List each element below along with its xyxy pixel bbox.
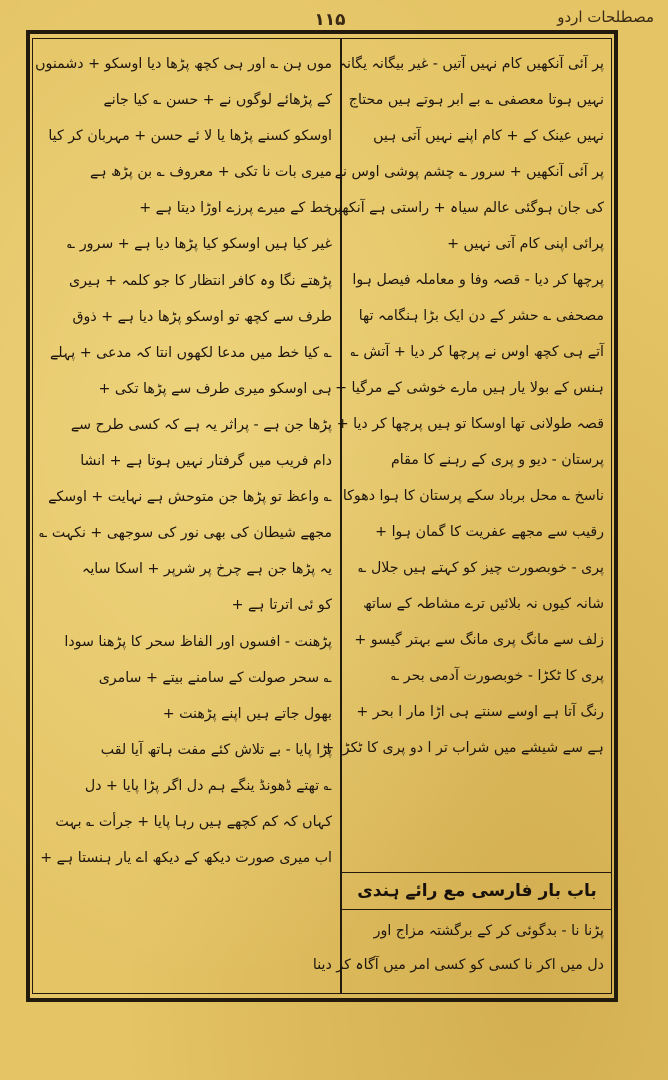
text-line: یہ پڑھا جن ہے چرخ پر شرپر + اسکا سایہ [82, 561, 332, 578]
text-line: کو ئی اترتا ہے + [231, 597, 332, 614]
text-line: پر آئی آنکھیں کام نہیں آتیں - غیر بیگانہ یگانہ [338, 56, 604, 72]
text-line: نہیں عینک کے + کام اپنے نہیں آتی ہیں [373, 128, 604, 144]
text-line: طرف سے کچھ تو اوسکو پڑھا دیا ہے + ذوق [72, 308, 332, 325]
text-line: زلف سے مانگ پری مانگ سے بہتر گیسو + [354, 632, 604, 648]
text-line: پری - خوبصورت چیز کو کہتے ہیں جلال ؎ [358, 560, 604, 576]
text-line: غیر کیا ہیں اوسکو کیا پڑھا دیا ہے + سرور ؎ [67, 236, 332, 253]
text-line: ہنس کے بولا یار ہیں مارے خوشی کے مرگیا + [335, 380, 604, 396]
text-line: پڑھا جن ہے - پراثر یہ ہے کہ کسی طرح سے [70, 416, 332, 433]
text-line: شانہ کیوں نہ بلائیں ترے مشاطہ کے ساتھ [363, 596, 604, 612]
text-line: پری کا ٹکڑا - خوبصورت آدمی بحر ؎ [390, 668, 604, 684]
text-line: پڑنا نا - بدگوئی کر کے برگشتہ مزاج اور [373, 923, 604, 939]
text-line: موں ہن ؎ اور ہی کچھ پڑھا دیا اوسکو + دشمنوں [35, 56, 332, 72]
text-line: پڑھتے نگا وہ کافر انتظار کا جو کلمہ + ہیری [69, 272, 332, 289]
text-line: آتے ہی کچھ اوس نے پرچھا کر دیا + آتش ؎ [350, 344, 604, 360]
text-line: ناسخ ؎ محل برباد سکے پرستان کا ہوا دھوکا [342, 488, 604, 504]
text-line: ہے سے شیشے میں شراب تر ا دو پری کا ٹکڑا + [322, 740, 604, 756]
text-line: ؎ کیا خط میں مدعا لکھوں انتا کہ مدعی + پہلے [49, 344, 332, 361]
text-line: خط کے میرے پرزے اوڑا دیتا ہے + [139, 200, 332, 217]
text-line: ؎ تھتے ڈھونڈ ینگے ہم دل اگر پڑا پایا + دل [84, 777, 332, 794]
text-line: ہی اوسکو میری طرف سے پڑھا تکی + [98, 380, 332, 397]
text-line: کے پڑھائے لوگوں نے + حسن ؎ کیا جانے [103, 92, 332, 109]
right-column-bottom [312, 914, 604, 982]
text-line: پرستان - دیو و پری کے رہنے کا مقام [391, 452, 604, 468]
text-line: نہیں ہوتا معصفی ؎ بے ابر ہوتے ہیں محتاج [348, 92, 604, 108]
text-line: قصہ طولانی تھا اوسکا تو ہیں پرچھا کر دیا + [336, 416, 604, 432]
book-title: مصطلحات اردو [557, 8, 654, 26]
text-line: ؎ واعظ تو پڑھا جن متوحش ہے نہایت + اوسکے [48, 489, 332, 506]
text-line: پرچھا کر دیا - قصہ وفا و معاملہ فیصل ہوا [352, 272, 604, 288]
text-line: اب میری صورت دیکھ کے دیکھ اے یار ہنستا ہے + [40, 850, 332, 867]
text-line: میری بات نا تکی + معروف ؎ بن پڑھ ہے [90, 164, 332, 181]
page-number: ۱۱۵ [314, 10, 346, 30]
text-line: مجھے شیطان کی بھی نور کی سوجھی + نکہت ؎ [39, 525, 332, 542]
right-column [322, 46, 604, 866]
text-line: رقیب سے مجھے عفریت کا گمان ہوا + [375, 524, 604, 540]
text-line: مصحفی ؎ حشر کے دن ایک بڑا ہنگامہ تھا [358, 308, 604, 324]
text-line: دل میں اکر نا کسی کو کسی امر میں آگاہ کر دینا [312, 957, 604, 973]
text-line: ؎ سحر صولت کے سامنے بیتے + سامری [98, 669, 332, 686]
left-column [35, 46, 332, 976]
text-line: دام فریب میں گرفتار نہیں ہوتا ہے + انشا [80, 453, 332, 470]
text-line: پر آئی آنکھیں + سرور ؎ چشم پوشی اوس نے [334, 164, 604, 180]
text-line: پڑھنت - افسوں اور الفاظ سحر کا پڑھنا سودا [64, 633, 332, 650]
text-line: پرائی اپنی کام آتی نہیں + [447, 236, 604, 252]
text-line: کی جان ہوگئی عالم سیاہ + راستی ہے آنکھیں [327, 200, 604, 216]
text-line: اوسکو کسنے پڑھا یا لا ئے حسن + مہربان کر کیا [48, 128, 332, 145]
text-line: کہاں کہ کم کچھے ہیں رہا پایا + جرأت ؎ بہت [55, 813, 332, 830]
text-line: رنگ آتا ہے اوسے سنتے ہی اڑا مار ا بحر + [356, 704, 604, 720]
chapter-heading: باب بار فارسی مع رائے ہندی [342, 872, 612, 910]
text-line: بھول جاتے ہیں اپنے پڑھنت + [162, 705, 332, 722]
text-line: پڑا پایا - بے تلاش کئے مفت ہاتھ آیا لقب [100, 741, 332, 758]
